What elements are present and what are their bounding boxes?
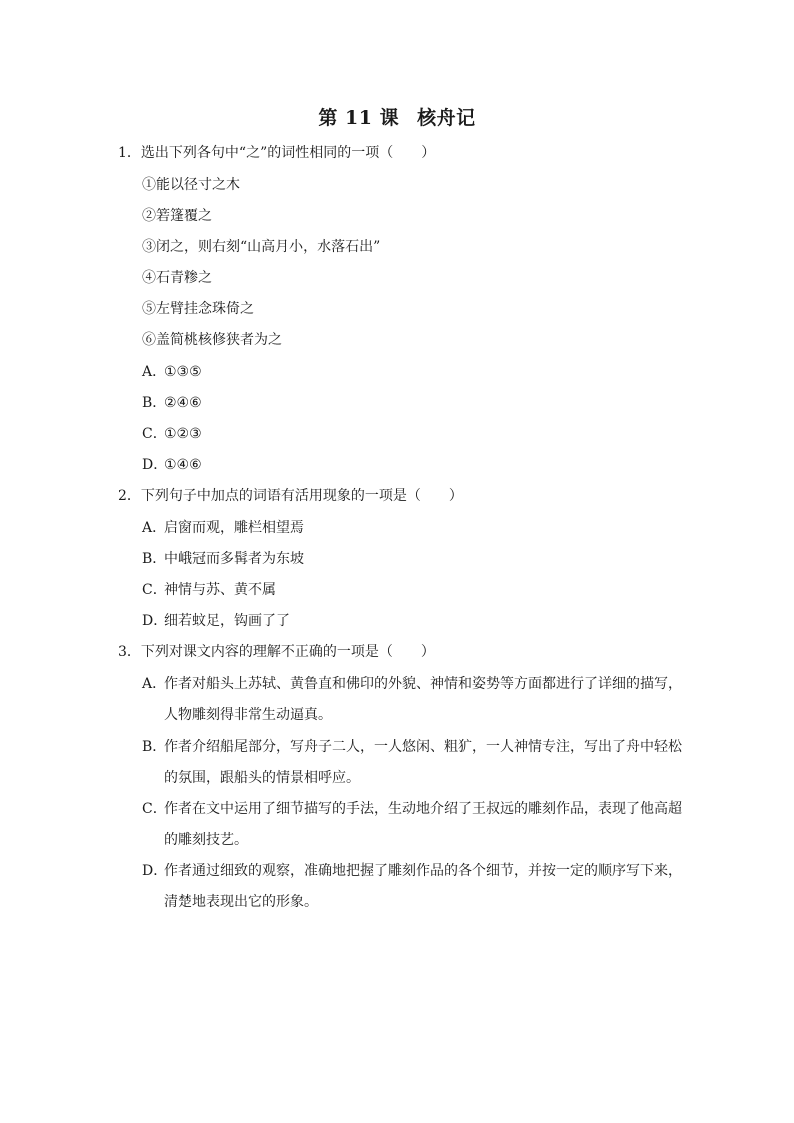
option-letter: D． — [142, 457, 168, 473]
option-text: 启窗而观，雕栏相望焉 — [164, 520, 304, 536]
option-letter: A． — [142, 364, 167, 380]
question-1-option-a — [142, 362, 202, 382]
option-text: ①②③ — [164, 426, 202, 442]
option-letter: C． — [142, 426, 167, 442]
question-1-item-4: ④石青糁之 — [142, 270, 212, 286]
option-text: 神情与苏、黄不属 — [164, 582, 276, 598]
option-text: ①③⑤ — [164, 364, 202, 380]
question-1-item-6: ⑥盖简桃核修狭者为之 — [142, 332, 282, 348]
question-1-item-5: ⑤左臂挂念珠倚之 — [142, 301, 254, 317]
question-1-option-c — [142, 424, 202, 444]
question-3-option-a-text: 作者对船头上苏轼、黄鲁直和佛印的外貌、神情和姿势等方面都进行了详细的描写，人物雕刻得非常生动逼真。 — [164, 676, 682, 723]
option-text: ①④⑥ — [164, 457, 202, 473]
question-2-stem: 2．下列句子中加点的词语有活用现象的一项是（ ） — [118, 488, 463, 504]
question-1-stem: 1．选出下列各句中“之”的词性相同的一项（ ） — [118, 145, 436, 161]
question-1-item-1: ①能以径寸之木 — [142, 177, 240, 193]
question-3-option-b-letter: B． — [142, 739, 167, 755]
option-text: ②④⑥ — [164, 395, 202, 411]
option-letter: B． — [142, 551, 167, 567]
option-text: 中峨冠而多髯者为东坡 — [164, 551, 304, 567]
question-2-option-d — [142, 611, 290, 631]
question-3-option-b-text: 作者介绍船尾部分，写舟子二人，一人悠闲、粗犷，一人神情专注，写出了舟中轻松的氛围，跟船头的情景相呼应。 — [164, 739, 682, 786]
option-letter: A． — [142, 520, 167, 536]
option-letter: D． — [142, 613, 168, 629]
option-letter: C． — [142, 582, 167, 598]
question-1-option-d — [142, 455, 202, 475]
question-3-option-c-letter: C． — [142, 801, 167, 817]
question-3-option-c-text: 作者在文中运用了细节描写的手法，生动地介绍了王叔远的雕刻作品，表现了他高超的雕刻技艺。 — [164, 801, 682, 848]
option-text: 细若蚊足，钩画了了 — [164, 613, 290, 629]
page-title — [0, 103, 794, 130]
question-1-option-b — [142, 393, 202, 413]
question-3-option-a-letter: A． — [142, 676, 167, 692]
option-letter: B． — [142, 395, 167, 411]
question-3-option-d-text: 作者通过细致的观察，准确地把握了雕刻作品的各个细节，并按一定的顺序写下来，清楚地表现出它的形象。 — [164, 863, 682, 910]
question-3-option-d-letter: D． — [142, 863, 168, 879]
lesson-number: 第 11 课 — [318, 107, 400, 129]
question-2-option-a — [142, 518, 304, 538]
question-3-stem: 3．下列对课文内容的理解不正确的一项是（ ） — [118, 644, 435, 660]
question-2-option-b — [142, 549, 304, 569]
question-1-item-2: ②箬篷覆之 — [142, 208, 212, 224]
lesson-name: 核舟记 — [417, 107, 476, 129]
question-1-item-3: ③闭之，则右刻“山高月小，水落石出” — [142, 239, 381, 255]
question-2-option-c — [142, 580, 276, 600]
